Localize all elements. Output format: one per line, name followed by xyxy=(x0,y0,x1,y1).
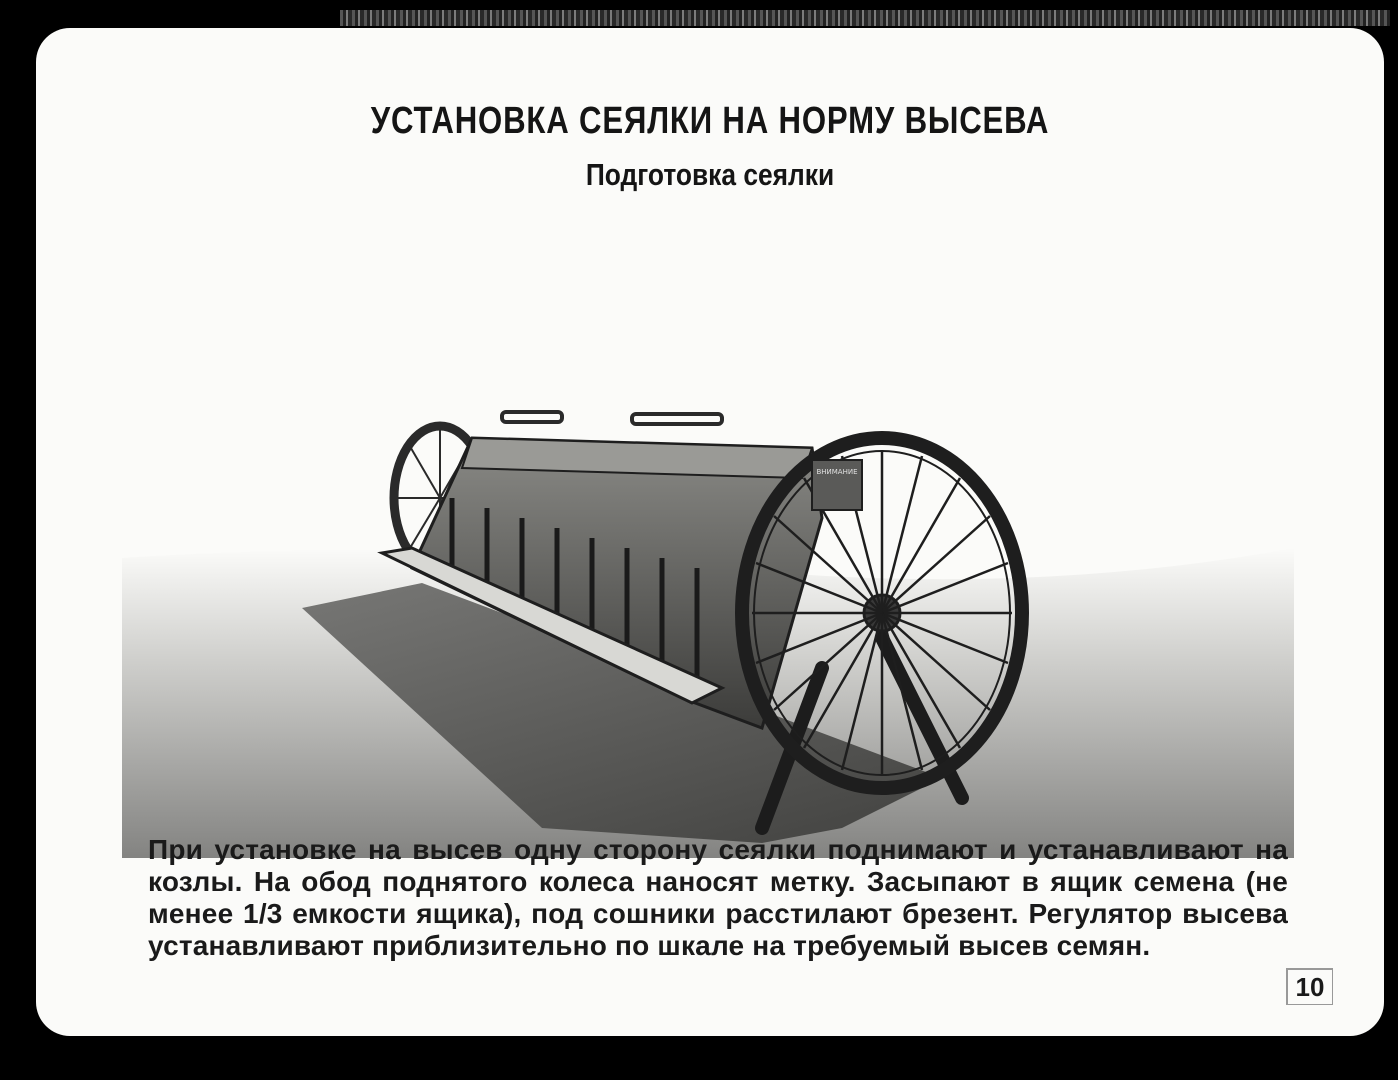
wheel-plate-label: ВНИМАНИЕ xyxy=(816,468,858,476)
slide-frame xyxy=(36,28,1384,1036)
film-edge-strip xyxy=(340,10,1390,26)
slide-title: УСТАНОВКА СЕЯЛКИ НА НОРМУ ВЫСЕВА xyxy=(370,100,1050,142)
slide-subtitle: Подготовка сеялки xyxy=(585,157,835,192)
page-number: 10 xyxy=(1286,968,1333,1005)
seed-drill-illustration xyxy=(122,398,1294,858)
slide-caption: При установке на высев одну сторону сеялки поднимают и устанавливают на козлы. На обод поднятого колеса наносят метку. Засыпают в ящик семена (не менее 1/3 емкости ящика), под сошники расстилают брезент. Регулятор высева устанавливают приблизительно по шкале на требуемый высев семян. xyxy=(148,834,1288,961)
